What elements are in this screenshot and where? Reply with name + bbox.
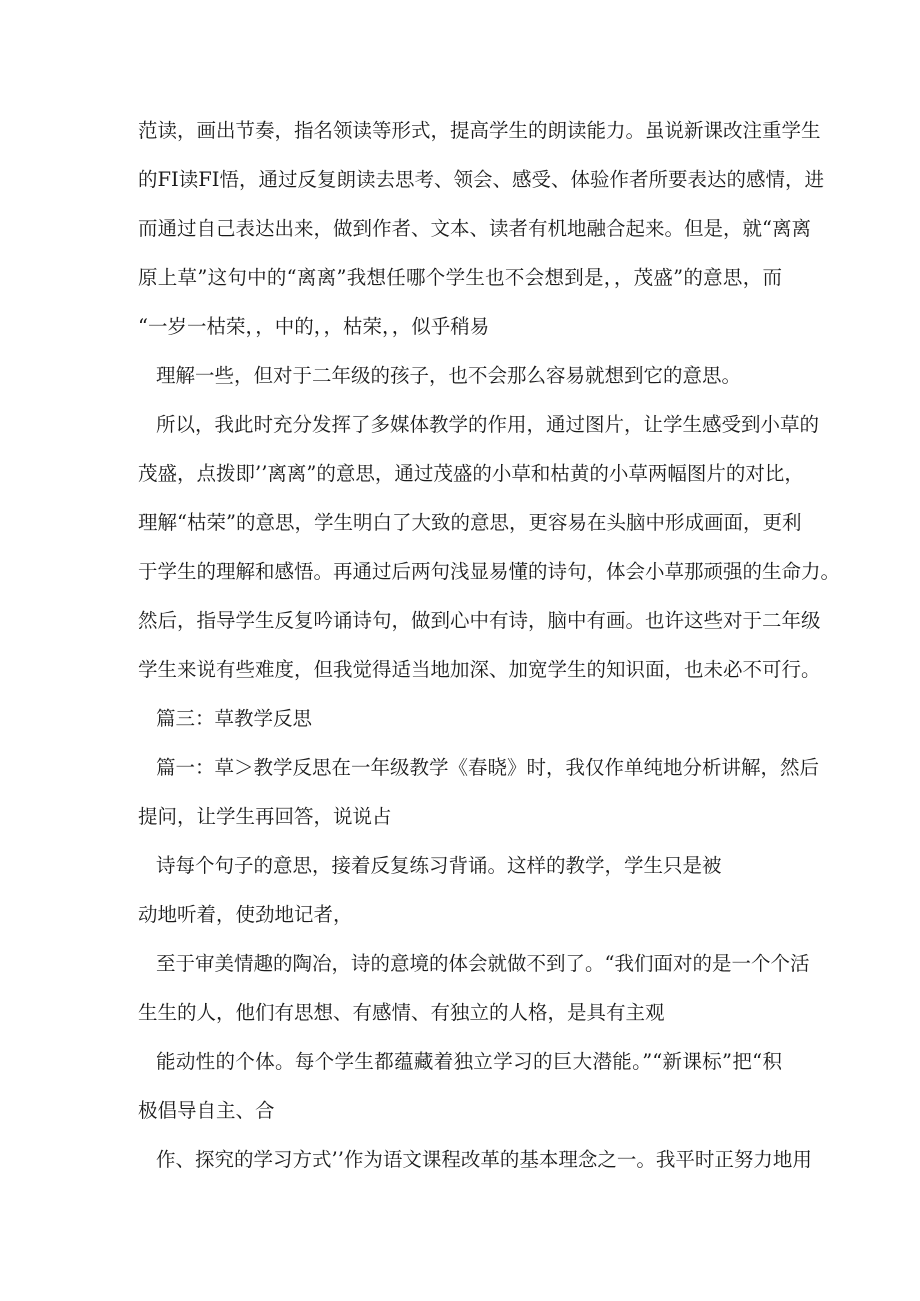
text-line: 然后，指导学生反复吟诵诗句，做到心中有诗，脑中有画。也许这些对于二年级 [138, 609, 821, 632]
text-line: 提问，让学生再回答，说说占 [138, 805, 392, 828]
text-line: 所以，我此时充分发挥了多媒体教学的作用，通过图片，让学生感受到小草的 [156, 413, 820, 436]
text-line: “一岁一枯荣，，中的，，枯荣，，似乎稍易 [138, 315, 490, 338]
text-line: 作、探究的学习方式’’作为语文课程改革的基本理念之一。我平时正努力地用 [156, 1148, 812, 1171]
text-line: 学生来说有些难度，但我觉得适当地加深、加宽学生的知识面，也未必不可行。 [138, 658, 821, 681]
text-line: 理解一些，但对于二年级的孩子，也不会那么容易就想到它的意思。 [156, 364, 742, 387]
text-line: 范读，画出节奏，指名领读等形式，提高学生的朗读能力。虽说新课改注重学生 [138, 119, 821, 142]
text-line: 篇一：草＞教学反思在一年级教学《春晓》时，我仅作单纯地分析讲解，然后 [156, 756, 820, 779]
text-line: 极倡导自主、合 [138, 1099, 275, 1122]
text-line: 动地听着，使劲地记者， [138, 903, 353, 926]
text-line: 茂盛，点拨即’’离离”的意思，通过茂盛的小草和枯黄的小草两幅图片的对比， [138, 462, 804, 485]
text-line: 于学生的理解和感悟。再通过后两句浅显易懂的诗句，体会小草那顽强的生命力。 [138, 560, 841, 583]
text-line: 能动性的个体。每个学生都蕴藏着独立学习的巨大潜能。”“新课标”把“积 [156, 1050, 782, 1073]
section-heading: 篇三：草教学反思 [156, 707, 313, 730]
text-line: 至于审美情趣的陶冶，诗的意境的体会就做不到了。“我们面对的是一个个活 [156, 952, 810, 975]
text-line: 原上草”这句中的“离离”我想任哪个学生也不会想到是，，茂盛”的意思，而 [138, 266, 782, 289]
text-line: 而通过自己表达出来，做到作者、文本、读者有机地融合起来。但是，就“离离 [138, 217, 811, 240]
text-line: 诗每个句子的意思，接着反复练习背诵。这样的教学，学生只是被 [156, 854, 722, 877]
text-line: 生生的人，他们有思想、有感情、有独立的人格，是具有主观 [138, 1001, 665, 1024]
text-line: 的FI读FI悟，通过反复朗读去思考、领会、感受、体验作者所要表达的感情，进 [138, 168, 824, 191]
text-line: 理解“枯荣”的意思，学生明白了大致的意思，更容易在头脑中形成画面，更利 [138, 511, 802, 534]
